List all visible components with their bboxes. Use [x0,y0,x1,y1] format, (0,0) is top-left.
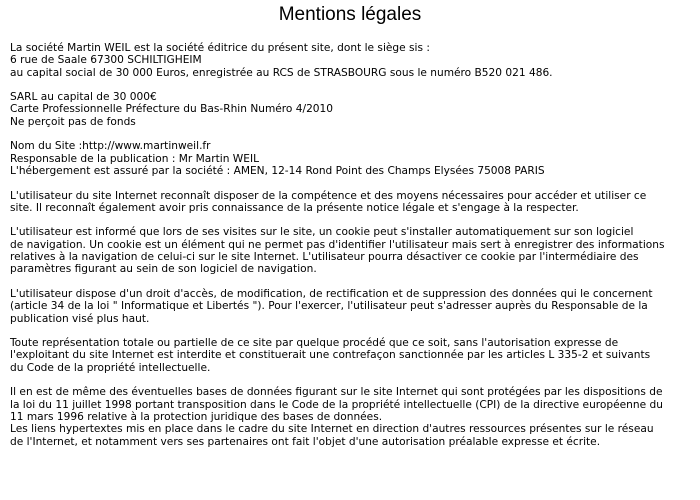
text-line: L'hébergement est assuré par la société : AMEN, 12-14 Rond Point des Champs Elysées 75008 PARIS [10,164,545,177]
databases-and-links-paragraph [10,386,692,447]
page-title: Mentions légales [278,4,422,25]
text-line: 6 rue de Saale 67300 SCHILTIGHEIM [10,54,202,67]
text-line: Carte Professionnelle Préfecture du Bas-Rhin Numéro 4/2010 [10,103,334,116]
cookie-notice-paragraph [10,226,692,275]
text-line: de l'Internet, et notamment vers ses partenaires ont fait l'objet d'une autorisation préalable expresse et écrite. [10,435,601,448]
text-line: relatives à la navigation de celui-ci sur le site Internet. L'utilisateur pourra désactiver ce cookie par l'intermédiaire des [10,251,639,264]
text-line: Les liens hypertextes mis en place dans le cadre du site Internet en direction d'autres ressources présentes sur le réseau [10,423,654,436]
text-line: 11 mars 1996 relative à la protection juridique des bases de données. [10,410,383,423]
site-hosting-paragraph [10,140,692,177]
text-line: de navigation. Un cookie est un élément qui ne permet pas d'identifier l'utilisateur mais sert à enregistrer des informations [10,238,665,251]
text-line: paramètres figurant au sein de son logiciel de navigation. [10,263,317,276]
text-line: publication visé plus haut. [10,312,150,325]
text-line: la loi du 11 juillet 1998 portant transposition dans le Code de la propriété intellectuelle (CPI) de la directive européenne du [10,398,663,411]
text-line: site. Il reconnaît également avoir pris connaissance de la présente notice légale et s'engage à la respecter. [10,201,579,214]
text-line: L'utilisateur du site Internet reconnaît disposer de la compétence et des moyens nécessaires pour accéder et utiliser ce [10,189,647,202]
text-line: L'utilisateur est informé que lors de ses visites sur le site, un cookie peut s'installer automatiquement sur son logiciel [10,226,634,239]
text-line: La société Martin WEIL est la société éditrice du présent site, dont le siège sis : [10,42,430,54]
text-line: Responsable de la publication : Mr Martin WEIL [10,152,260,165]
user-competence-paragraph [10,190,692,215]
publisher-info-paragraph [10,42,692,79]
text-line: SARL au capital de 30 000€ [10,91,157,104]
text-line: Toute représentation totale ou partielle de ce site par quelque procédé que ce soit, sans l'autorisation expresse de [10,337,619,350]
text-line: (article 34 de la loi " Informatique et Libertés "). Pour l'exercer, l'utilisateur peut s'adresser auprès du Responsable de la [10,300,648,313]
text-line: Il en est de même des éventuelles bases de données figurant sur le site Internet qui sont protégées par les dispositions de [10,386,663,399]
legal-notice-content [10,42,692,460]
text-line: Nom du Site :http://www.martinweil.fr [10,140,211,153]
company-registration-paragraph [10,91,692,128]
text-line: au capital social de 30 000 Euros, enregistrée au RCS de STRASBOURG sous le numéro B520 021 486. [10,66,553,79]
text-line: L'utilisateur dispose d'un droit d'accès, de modification, de rectification et de suppression des données qui le concernent [10,287,653,300]
data-rights-paragraph [10,288,692,325]
text-line: l'exploitant du site Internet est interdite et constituerait une contrefaçon sanctionnée par les articles L 335-2 et suivants [10,349,651,362]
intellectual-property-paragraph [10,337,692,374]
text-line: du Code de la propriété intellectuelle. [10,361,211,374]
text-line: Ne perçoit pas de fonds [10,115,136,128]
